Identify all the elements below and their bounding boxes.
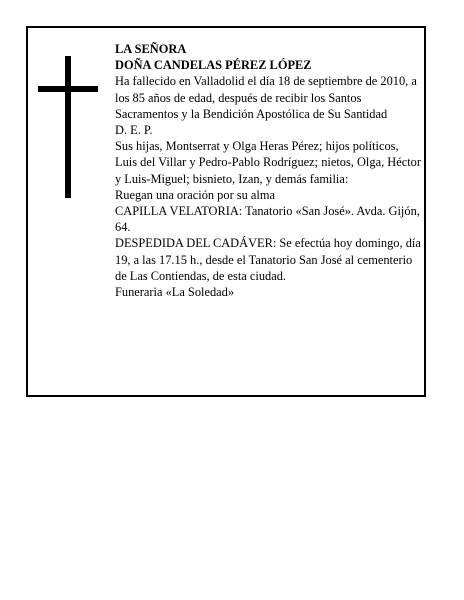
notice-text [115,41,421,300]
cross-vertical-bar [65,56,71,198]
deceased-name: DOÑA CANDELAS PÉREZ LÓPEZ [115,58,312,73]
family-list: Sus hijas, Montserrat y Olga Heras Pérez; hijos políticos, Luis del Villar y Pedro-Pablo Rodríguez; nietos, Olga, Héctor y Luis-Miguel; bisnieto, Izan, y demás familia: [115,139,421,186]
prayer-request: Ruegan una oración por su alma [115,187,275,202]
funeral-farewell-info: DESPEDIDA DEL CADÁVER: Se efectúa hoy domingo, día 19, a las 17.15 h., desde el Tanatorio San José al cementerio de Las Contiendas, de esta ciudad. [115,236,421,283]
funeral-home: Funeraria «La Soledad» [115,285,235,300]
cross-icon [38,56,98,198]
cross-horizontal-bar [38,86,98,92]
chapel-info: CAPILLA VELATORIA: Tanatorio «San José». Avda. Gijón, 64. [115,204,420,235]
rest-in-peace: D. E. P. [115,123,153,138]
death-announcement: Ha fallecido en Valladolid el día 18 de septiembre de 2010, a los 85 años de edad, después de recibir los Santos Sacramentos y la Bendición Apostólica de Su Santidad [115,74,417,121]
obituary-notice [26,26,426,397]
notice-heading: LA SEÑORA [115,42,187,56]
